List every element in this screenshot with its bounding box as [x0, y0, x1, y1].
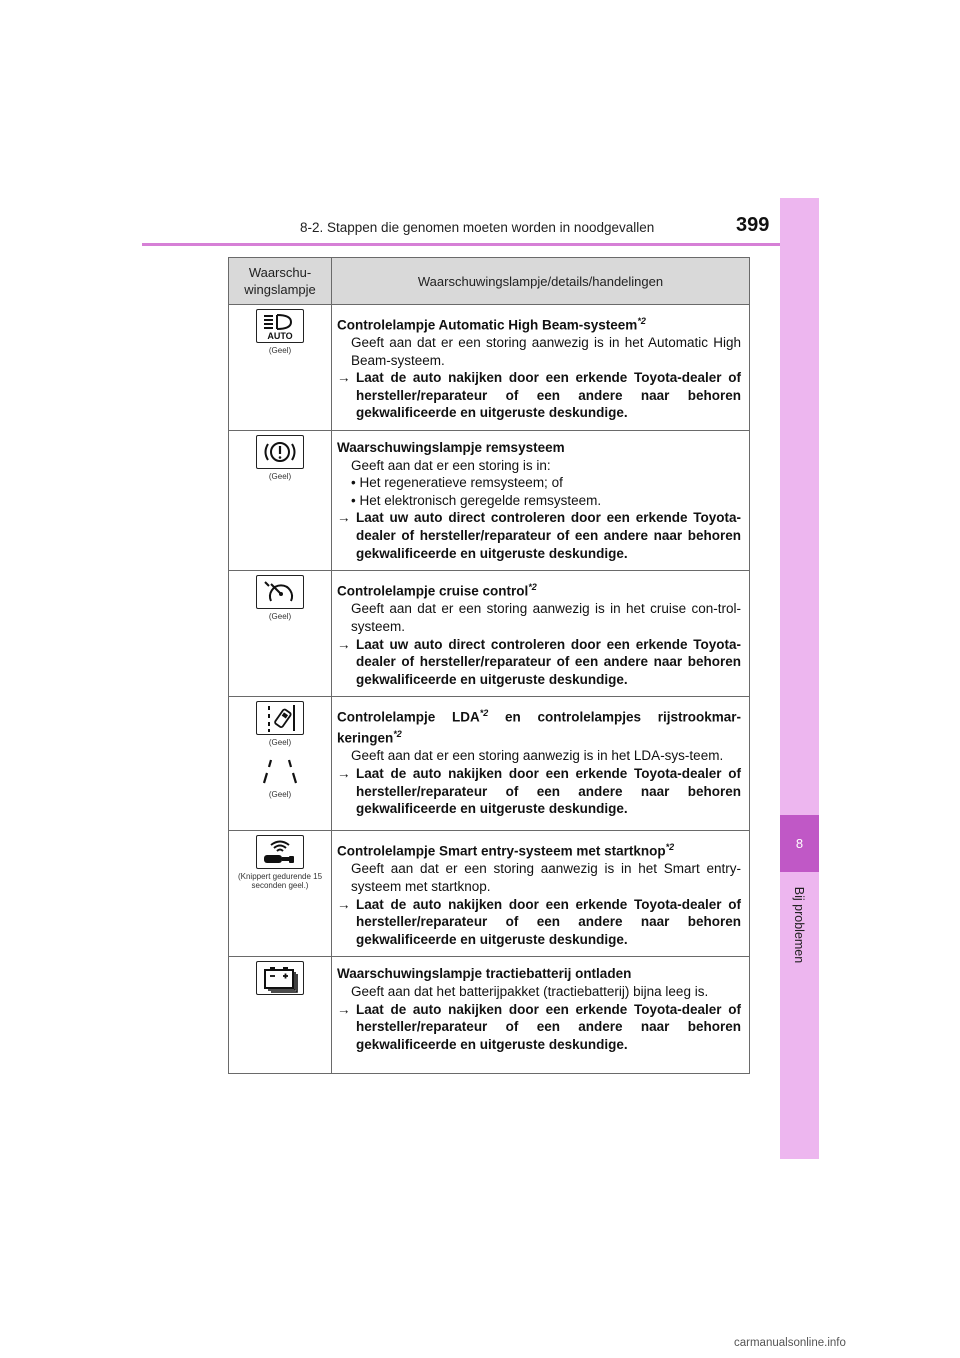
- smart-entry-key-icon: [256, 835, 304, 869]
- row-body: Geeft aan dat er een storing is in:: [351, 457, 551, 473]
- svg-text:AUTO: AUTO: [267, 331, 293, 341]
- arrow-icon: →: [337, 896, 351, 912]
- arrow-icon: →: [337, 510, 351, 526]
- arrow-icon: →: [337, 370, 351, 386]
- arrow-icon: →: [337, 636, 351, 652]
- icon-caption: (Knippert gedurende 15 seconden geel.): [237, 872, 323, 891]
- table-row: [229, 305, 750, 431]
- header-divider: [142, 243, 819, 246]
- row-body: Geeft aan dat er een storing aanwezig is in het cruise con-trol-systeem.: [351, 601, 741, 634]
- icon-caption: (Geel): [268, 790, 292, 800]
- table-header-row: [229, 258, 750, 305]
- bullet-item: • Het elektronisch geregelde remsysteem.: [351, 492, 602, 508]
- page-number: 399: [736, 214, 770, 236]
- icon-caption: (Geel): [268, 472, 292, 482]
- col-header-details: Waarschuwingslampje/details/handelingen: [332, 258, 750, 305]
- chapter-label: Bij problemen: [792, 886, 806, 964]
- chapter-side-strip: [780, 198, 819, 1159]
- row-action: → Laat de auto nakijken door een erkende Toyota-dealer of hersteller/reparateur of een andere naar behoren gekwalificeerde en uitgeruste deskundige.: [337, 766, 741, 817]
- table-row: [229, 571, 750, 697]
- icon-caption: (Geel): [268, 346, 292, 355]
- row-action: → Laat uw auto direct controleren door een erkende Toyota-dealer of hersteller/reparateur of een andere naar behoren gekwalificeerde en uitgeruste deskundige.: [337, 510, 741, 561]
- col-header-warning-light: Waarschu- wingslampje: [229, 258, 332, 305]
- table-row: [229, 957, 750, 1074]
- row-action: → Laat de auto nakijken door een erkende Toyota-dealer of hersteller/reparateur of een andere naar behoren gekwalificeerde en uitgeruste deskundige.: [337, 1001, 741, 1052]
- lda-icon: [256, 701, 304, 735]
- row-title: Waarschuwingslampje remsysteem: [337, 440, 565, 456]
- row-title: Controlelampje LDA$^{*2}$ en controlelampjes rijstrookmar-keringen$^{*2}$: [337, 708, 742, 746]
- table-row: [229, 431, 750, 571]
- chapter-number: 8: [780, 815, 819, 872]
- row-action: → Laat de auto nakijken door een erkende Toyota-dealer of hersteller/reparateur of een andere naar behoren gekwalificeerde en uitgeruste deskundige.: [337, 896, 741, 947]
- lane-markings-icon: [257, 755, 303, 787]
- arrow-icon: →: [337, 766, 351, 782]
- traction-battery-icon: [256, 961, 304, 995]
- warning-lights-table: [228, 257, 750, 1074]
- watermark: carmanualsonline.info: [734, 1337, 846, 1349]
- table-row: [229, 697, 750, 831]
- icon-caption: (Geel): [268, 612, 292, 622]
- row-body: Geeft aan dat er een storing aanwezig is in het LDA-sys-teem.: [351, 748, 724, 764]
- row-body: Geeft aan dat er een storing aanwezig is in het Automatic High Beam-systeem.: [351, 335, 741, 368]
- section-title: 8-2. Stappen die genomen moeten worden in noodgevallen: [300, 220, 655, 235]
- table-row: [229, 831, 750, 957]
- row-title: Controlelampje Automatic High Beam-systeem$^{*2}$: [337, 316, 646, 333]
- cruise-control-icon: [256, 575, 304, 609]
- row-title: Controlelampje cruise control$^{*2}$: [337, 582, 537, 599]
- row-title: Controlelampje Smart entry-systeem met startknop$^{*2}$: [337, 842, 675, 859]
- brake-system-warning-icon: [256, 435, 304, 469]
- row-body: Geeft aan dat het batterijpakket (tractiebatterij) bijna leeg is.: [351, 983, 709, 999]
- row-body: Geeft aan dat er een storing aanwezig is in het Smart entry-systeem met startknop.: [351, 861, 741, 894]
- row-title: Waarschuwingslampje tractiebatterij ontladen: [337, 966, 632, 982]
- arrow-icon: →: [337, 1001, 351, 1017]
- auto-high-beam-icon: [256, 309, 304, 343]
- row-action: → Laat de auto nakijken door een erkende Toyota-dealer of hersteller/reparateur of een andere naar behoren gekwalificeerde en uitgeruste deskundige.: [337, 370, 741, 421]
- row-action: → Laat uw auto direct controleren door een erkende Toyota-dealer of hersteller/reparateur of een andere naar behoren gekwalificeerde en uitgeruste deskundige.: [337, 636, 741, 687]
- icon-caption: (Geel): [268, 738, 292, 748]
- bullet-item: • Het regeneratieve remsysteem; of: [351, 475, 563, 491]
